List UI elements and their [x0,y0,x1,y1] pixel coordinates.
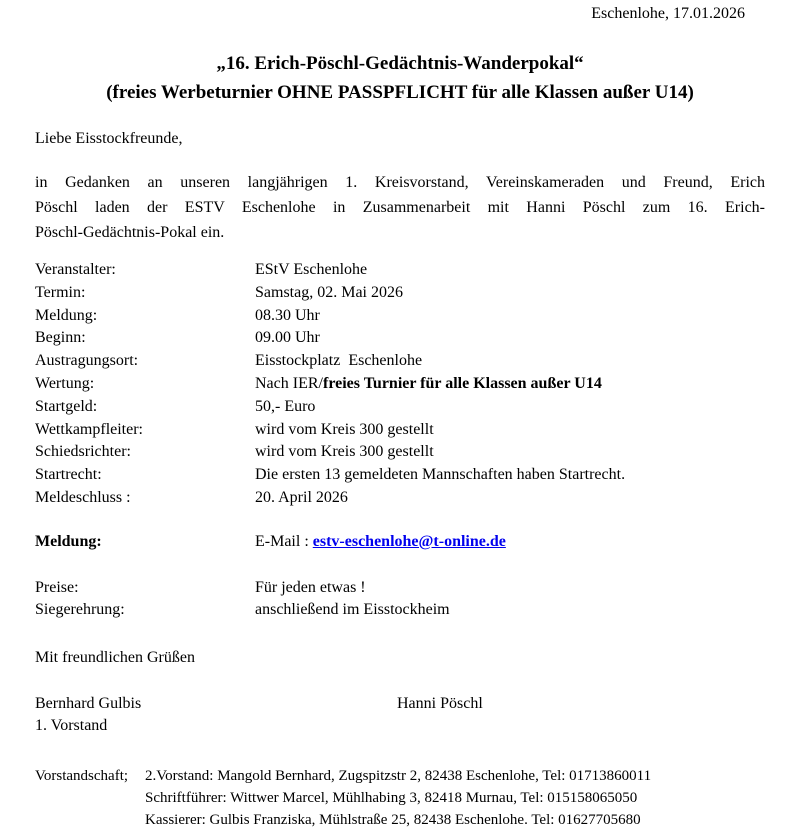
date-line: Eschenlohe, 17.01.2026 [591,5,745,22]
detail-label: Austragungsort: [35,352,139,370]
detail-label: Wettkampfleiter: [35,420,143,438]
footer-lines [145,765,651,831]
detail-row-veranstalter [35,259,765,282]
prize-row-preise [35,577,765,599]
detail-row-startgeld [35,396,765,419]
email-link[interactable]: estv-eschenlohe@t-online.de [312,532,506,550]
detail-row-austragungsort [35,350,765,373]
prize-label: Preise: [35,578,79,596]
prize-value: Für jeden etwas ! [255,578,366,596]
footer-line-vorstand: 2.Vorstand: Mangold Bernhard, Zugspitzstr 2, 82438 Eschenlohe, Tel: 01713860011 [145,767,652,784]
detail-value: 20. April 2026 [255,488,348,506]
registration-label: Meldung: [35,532,102,550]
detail-label: Startrecht: [35,466,102,484]
detail-label: Meldung: [35,306,98,324]
title-block [35,49,765,107]
signer-left-name: Bernhard Gulbis [35,694,142,712]
detail-row-wertung [35,373,765,396]
prize-row-siegerehrung [35,599,765,621]
letter-subtitle: (freies Werbeturnier OHNE PASSPFLICHT für alle Klassen außer U14) [106,82,694,103]
detail-row-meldeschluss [35,487,765,510]
detail-label: Termin: [35,283,86,301]
detail-value: Samstag, 02. Mai 2026 [255,283,403,301]
detail-label: Wertung: [35,374,95,392]
detail-label: Veranstalter: [35,261,116,278]
email-prefix: E-Mail : [255,532,313,550]
intro-line: in Gedanken an unseren langjährigen 1. Kreisvorstand, Vereinskameraden und Freund, Erich [35,174,765,191]
detail-row-schiedsrichter [35,441,765,464]
footer-line-kassierer: Kassierer: Gulbis Franziska, Mühlstraße 25, 82438 Eschenlohe. Tel: 01627705680 [145,811,641,828]
prizes-list [35,577,765,621]
detail-label: Startgeld: [35,397,98,415]
detail-row-wettkampfleiter [35,419,765,442]
detail-label: Beginn: [35,329,86,347]
detail-value: 09.00 Uhr [255,329,320,347]
detail-label: Schiedsrichter: [35,443,131,461]
detail-label: Meldeschluss : [35,488,131,506]
detail-value [255,373,602,396]
detail-value: Eisstockplatz Eschenlohe [255,352,423,370]
signature-row [35,693,765,716]
detail-value: EStV Eschenlohe [255,261,368,278]
detail-value: 50,- Euro [255,397,316,415]
greeting-line: Mit freundlichen Grüßen [35,648,195,666]
footer-vorstandschaft [35,765,765,831]
detail-row-beginn [35,327,765,350]
letter-title: „16. Erich-Pöschl-Gedächtnis-Wanderpokal“ [216,53,584,74]
detail-value: Die ersten 13 gemeldeten Mannschaften haben Startrecht. [255,466,626,484]
signer-right-name: Hanni Pöschl [397,694,483,712]
registration-value [255,531,506,553]
footer-label: Vorstandschaft; [35,767,129,784]
detail-value: wird vom Kreis 300 gestellt [255,443,434,461]
wertung-value-regular: Nach IER/ [255,374,323,392]
intro-paragraph [35,170,765,245]
detail-value: wird vom Kreis 300 gestellt [255,420,434,438]
details-list [35,259,765,510]
wertung-value-bold: freies Turnier für alle Klassen außer U14 [322,374,602,392]
footer-line-schriftfuehrer: Schriftführer: Wittwer Marcel, Mühlhabing 3, 82418 Murnau, Tel: 015158065050 [145,789,638,806]
intro-line: Pöschl-Gedächtnis-Pokal ein. [35,224,225,241]
signer-left-role: 1. Vorstand [35,717,108,735]
prize-value: anschließend im Eisstockheim [255,600,450,618]
registration-row [35,531,765,553]
salutation: Liebe Eisstockfreunde, [35,130,183,147]
detail-row-meldung-zeit [35,305,765,328]
detail-row-termin [35,282,765,305]
detail-row-startrecht [35,464,765,487]
intro-line: Pöschl laden der ESTV Eschenlohe in Zusammenarbeit mit Hanni Pöschl zum 16. Erich- [35,199,765,216]
detail-value: 08.30 Uhr [255,306,320,324]
prize-label: Siegerehrung: [35,600,125,618]
